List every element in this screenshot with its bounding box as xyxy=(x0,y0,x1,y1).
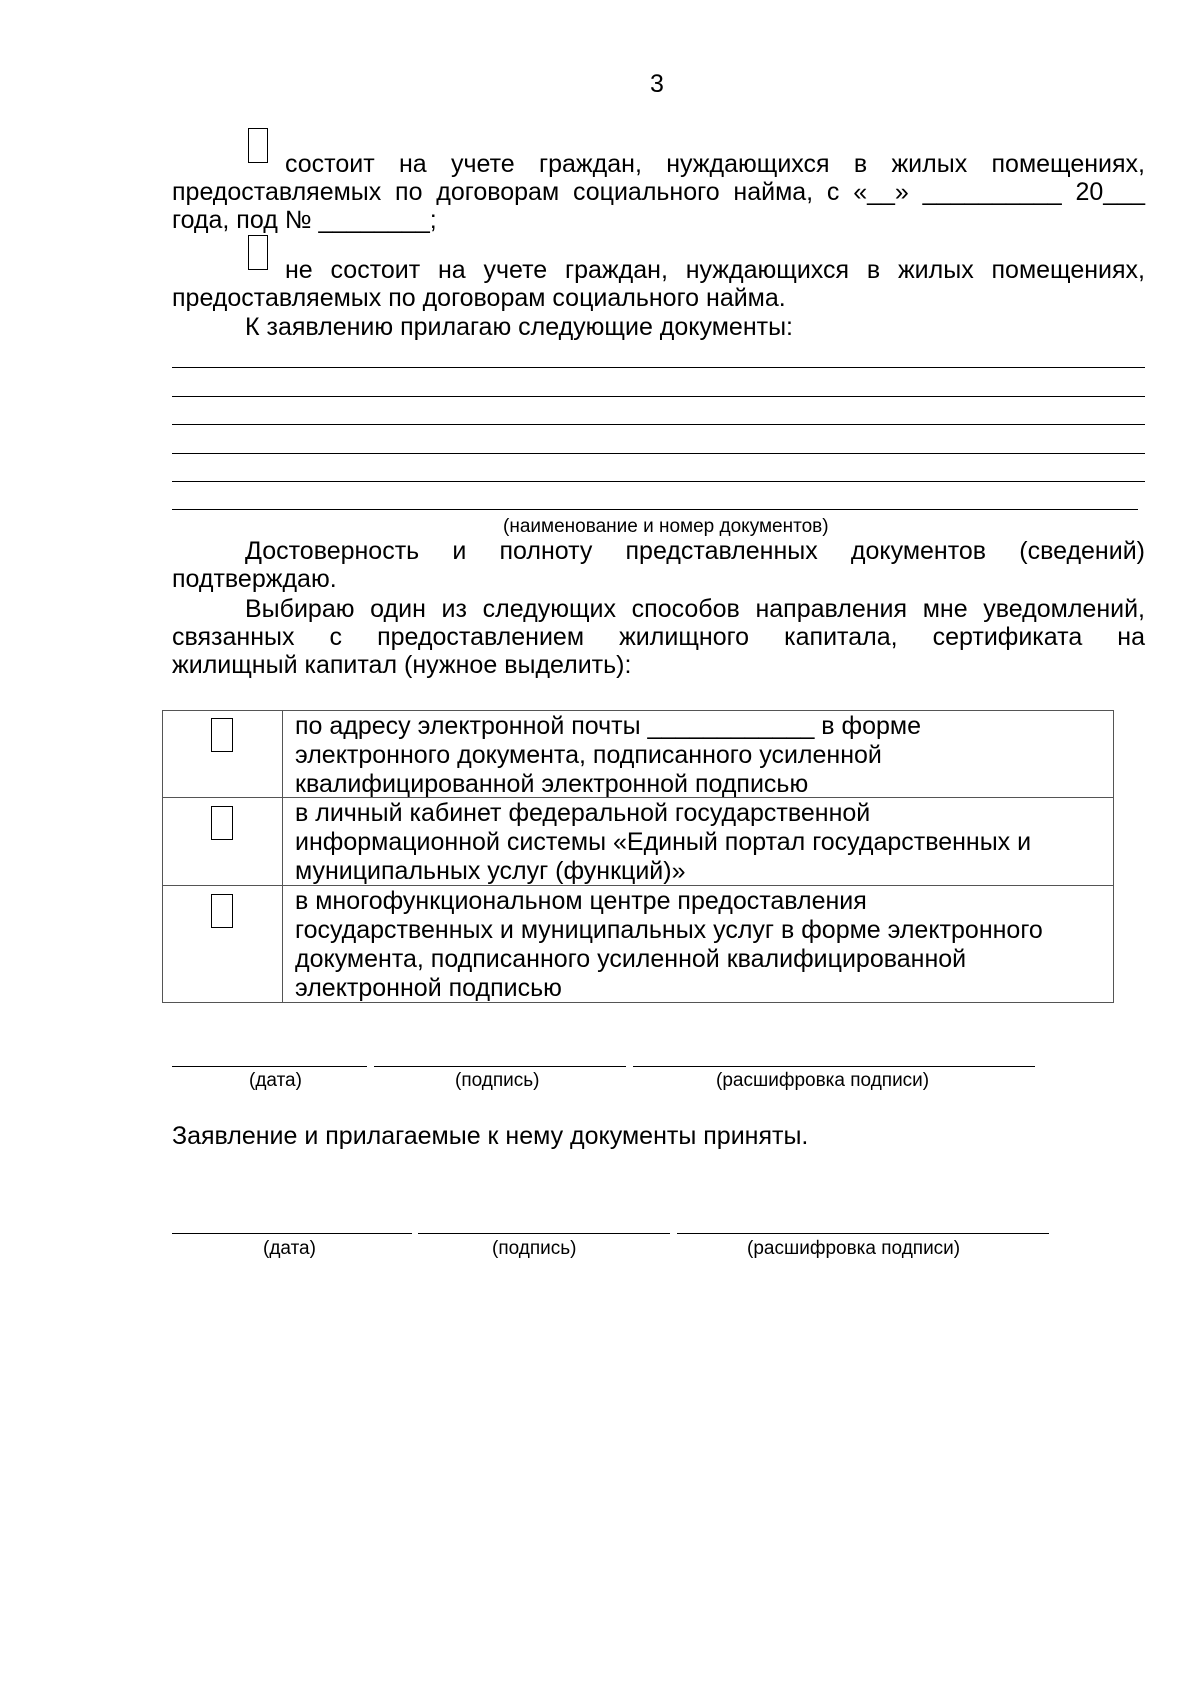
option-registered-line3: года, под № ________; xyxy=(172,206,437,234)
attachments-line-2[interactable] xyxy=(172,396,1145,397)
attachments-line-6[interactable] xyxy=(172,509,1138,510)
page-number: 3 xyxy=(650,70,664,98)
signature-label: (подпись) xyxy=(492,1238,577,1259)
option-email-line2: электронного документа, подписанного усиленной xyxy=(295,741,882,769)
option-gosuslugi-line2: информационной системы «Единый портал государственных и xyxy=(295,828,1032,856)
option-mfc-line3: документа, подписанного усиленной квалифицированной xyxy=(295,945,967,973)
signature-decoding-field[interactable] xyxy=(677,1233,1049,1234)
option-registered-line1: состоит на учете граждан, нуждающихся в жилых помещениях, xyxy=(285,150,1145,178)
confirmation-line1: Достоверность и полноту представленных документов (сведений) xyxy=(245,537,1145,565)
checkbox-not-registered[interactable] xyxy=(248,235,268,270)
checkbox-registered[interactable] xyxy=(248,128,268,163)
signature-field[interactable] xyxy=(418,1233,670,1234)
delivery-intro-line1: Выбираю один из следующих способов направления мне уведомлений, xyxy=(245,595,1145,623)
table-column-divider xyxy=(282,710,283,1003)
option-mfc-line2: государственных и муниципальных услуг в форме электронного xyxy=(295,916,1043,944)
option-gosuslugi-line3: муниципальных услуг (функций)» xyxy=(295,857,686,885)
date-field[interactable] xyxy=(172,1066,367,1067)
delivery-intro-line2: связанных с предоставлением жилищного капитала, сертификата на xyxy=(172,623,1145,651)
attachments-intro: К заявлению прилагаю следующие документы: xyxy=(245,313,793,341)
option-not-registered-line2: предоставляемых по договорам социального найма. xyxy=(172,284,786,312)
date-label: (дата) xyxy=(263,1238,316,1259)
attachments-line-5[interactable] xyxy=(172,481,1145,482)
signature-label: (подпись) xyxy=(455,1070,540,1091)
option-mfc-line1: в многофункциональном центре предоставления xyxy=(295,887,867,915)
date-label: (дата) xyxy=(249,1070,302,1091)
checkbox-mfc[interactable] xyxy=(211,894,233,928)
signature-decoding-label: (расшифровка подписи) xyxy=(716,1070,930,1091)
option-gosuslugi-line1: в личный кабинет федеральной государственной xyxy=(295,799,871,827)
delivery-intro-line3: жилищный капитал (нужное выделить): xyxy=(172,651,632,679)
checkbox-email[interactable] xyxy=(211,718,233,752)
signature-decoding-field[interactable] xyxy=(633,1066,1035,1067)
date-field[interactable] xyxy=(172,1233,412,1234)
option-not-registered-line1: не состоит на учете граждан, нуждающихся в жилых помещениях, xyxy=(285,256,1145,284)
checkbox-gosuslugi[interactable] xyxy=(211,806,233,840)
option-mfc-line4: электронной подписью xyxy=(295,974,562,1002)
signature-field[interactable] xyxy=(374,1066,626,1067)
confirmation-line2: подтверждаю. xyxy=(172,565,337,593)
signature-decoding-label: (расшифровка подписи) xyxy=(747,1238,961,1259)
accepted-text: Заявление и прилагаемые к нему документы приняты. xyxy=(172,1122,809,1150)
attachments-caption: (наименование и номер документов) xyxy=(503,516,829,537)
option-email-line1: по адресу электронной почты ____________ в форме xyxy=(295,712,922,740)
option-registered-line2: предоставляемых по договорам социального найма, с «__» __________ 20___ xyxy=(172,178,1145,206)
attachments-line-1[interactable] xyxy=(172,367,1145,368)
attachments-line-4[interactable] xyxy=(172,453,1145,454)
attachments-line-3[interactable] xyxy=(172,424,1145,425)
option-email-line3: квалифицированной электронной подписью xyxy=(295,770,809,798)
